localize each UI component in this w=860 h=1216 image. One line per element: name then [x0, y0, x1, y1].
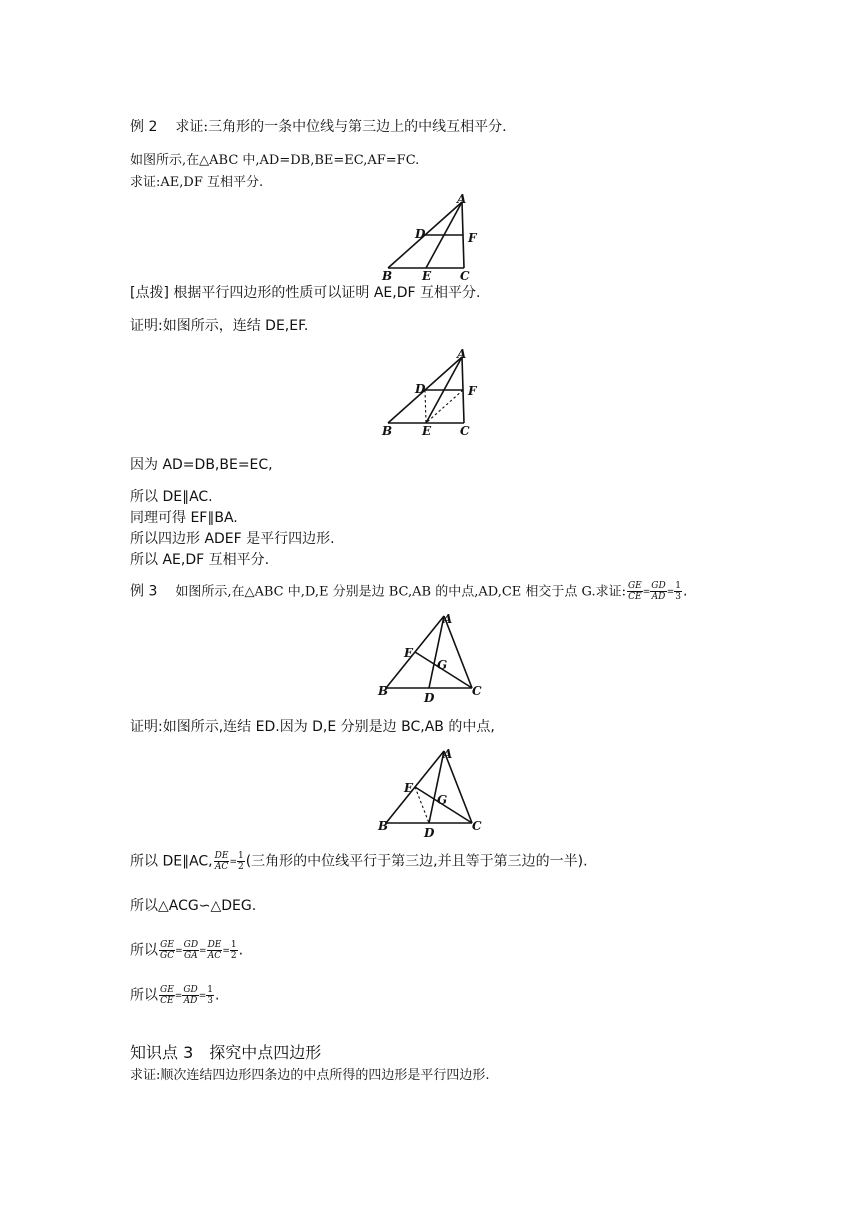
fraction: $\frac{GD}{GA}$: [183, 940, 199, 961]
example-statement: 如图所示,在△ABC 中,D,E 分别是边 BC,AB 的中点,AD,CE 相交于点 G.求证:: [175, 584, 626, 600]
label-g: G: [437, 658, 448, 672]
label-b: B: [382, 269, 393, 283]
label-g: G: [437, 793, 448, 807]
proof-step-4: 所以四边形 ADEF 是平行四边形.: [130, 531, 335, 547]
proof-step-3: 同理可得 EF∥BA.: [130, 510, 238, 526]
example-2-title: [130, 117, 507, 137]
label-e: E: [422, 424, 432, 438]
label-f: F: [468, 231, 477, 245]
label-a: A: [443, 612, 453, 626]
side-ac: [444, 751, 472, 823]
fraction: $\frac{1}{2}$: [230, 940, 237, 961]
label-b: B: [378, 684, 389, 698]
label-d: D: [415, 382, 426, 396]
hint-text: [点拨] 根据平行四边形的性质可以证明 AE,DF 互相平分.: [130, 285, 481, 301]
fraction: $\frac{GE}{CE}$: [160, 985, 174, 1006]
label-a: A: [457, 347, 467, 361]
example-3-title: 例 3 如图所示,在△ABC 中,D,E 分别是边 BC,AB 的中点,AD,CE 相交于点 G.求证: $\frac{GE}{CE}$ = $\frac{GD}{AD}$ = $\frac{1}{3}$ .: [130, 581, 688, 602]
label-e: E: [404, 646, 414, 660]
figure-triangle-1: [378, 192, 488, 283]
label-e: E: [422, 269, 432, 283]
fraction: $\frac{GE}{CE}$: [627, 581, 642, 602]
proof-step-5: 所以 AE,DF 互相平分.: [130, 552, 270, 568]
label-d: D: [415, 227, 426, 241]
fraction: $\frac{GE}{GC}$: [160, 940, 175, 961]
label-a: A: [443, 747, 453, 761]
example-label: 例 3: [130, 583, 158, 600]
prove-text: 求证:AE,DF 互相平分.: [130, 175, 264, 190]
ex3-proof-line-3: 所以 $\frac{GE}{GC}$ = $\frac{GD}{GA}$ = $\frac{DE}{AC}$ = $\frac{1}{2}$ .: [130, 940, 244, 961]
example-statement: 求证:三角形的一条中位线与第三边上的中线互相平分.: [175, 119, 507, 135]
fraction: $\frac{1}{3}$: [207, 985, 213, 1006]
label-d: D: [424, 691, 435, 705]
example-label: 例 2: [130, 119, 158, 135]
label-a: A: [457, 192, 467, 206]
label-c: C: [472, 819, 482, 833]
given-text: 如图所示,在△ABC 中,AD=DB,BE=EC,AF=FC.: [130, 153, 420, 168]
fraction: $\frac{GD}{AD}$: [183, 985, 198, 1006]
ex3-proof-line-1: 所以 DE∥AC, $\frac{DE}{AC}$ = $\frac{1}{2}$ (三角形的中位线平行于第三边,并且等于第三边的一半).: [130, 851, 588, 872]
fraction: $\frac{DE}{AC}$: [207, 940, 222, 961]
label-c: C: [472, 684, 482, 698]
ex3-proof-intro: 证明:如图所示,连结 ED.因为 D,E 分别是边 BC,AB 的中点,: [130, 719, 495, 735]
proof-intro-text: 证明:如图所示，连结 DE,EF.: [130, 318, 309, 334]
figure-triangle-2: [378, 349, 488, 437]
proof-step-2: 所以 DE∥AC.: [130, 489, 213, 505]
dashed-ef: [426, 390, 463, 423]
median-ad: [429, 751, 444, 823]
label-f: F: [468, 384, 477, 398]
figure-triangle-3: [376, 611, 488, 703]
fraction: $\frac{DE}{AC}$: [214, 851, 229, 872]
side-ac: [444, 616, 472, 688]
label-d: D: [424, 826, 435, 840]
label-b: B: [378, 819, 389, 833]
proof-step-1: 因为 AD=DB,BE=EC,: [130, 457, 273, 473]
median-ad: [429, 616, 444, 688]
label-e: E: [404, 781, 414, 795]
fraction: $\frac{1}{3}$: [675, 581, 681, 602]
ex3-proof-line-4: 所以 $\frac{GE}{CE}$ = $\frac{GD}{AD}$ = $\frac{1}{3}$ .: [130, 985, 220, 1006]
fraction: $\frac{1}{2}$: [237, 851, 244, 872]
fraction: $\frac{GD}{AD}$: [651, 581, 666, 602]
label-c: C: [460, 269, 470, 283]
label-b: B: [382, 424, 393, 438]
figure-triangle-4: [376, 746, 488, 838]
label-c: C: [460, 424, 470, 438]
knowledge-point-3-title: 知识点 3 探究中点四边形: [130, 1043, 322, 1062]
knowledge-point-3-text: 求证:顺次连结四边形四条边的中点所得的四边形是平行四边形.: [130, 1068, 490, 1083]
dashed-ed: [415, 787, 429, 823]
ex3-proof-line-2: 所以△ACG∽△DEG.: [130, 898, 257, 914]
